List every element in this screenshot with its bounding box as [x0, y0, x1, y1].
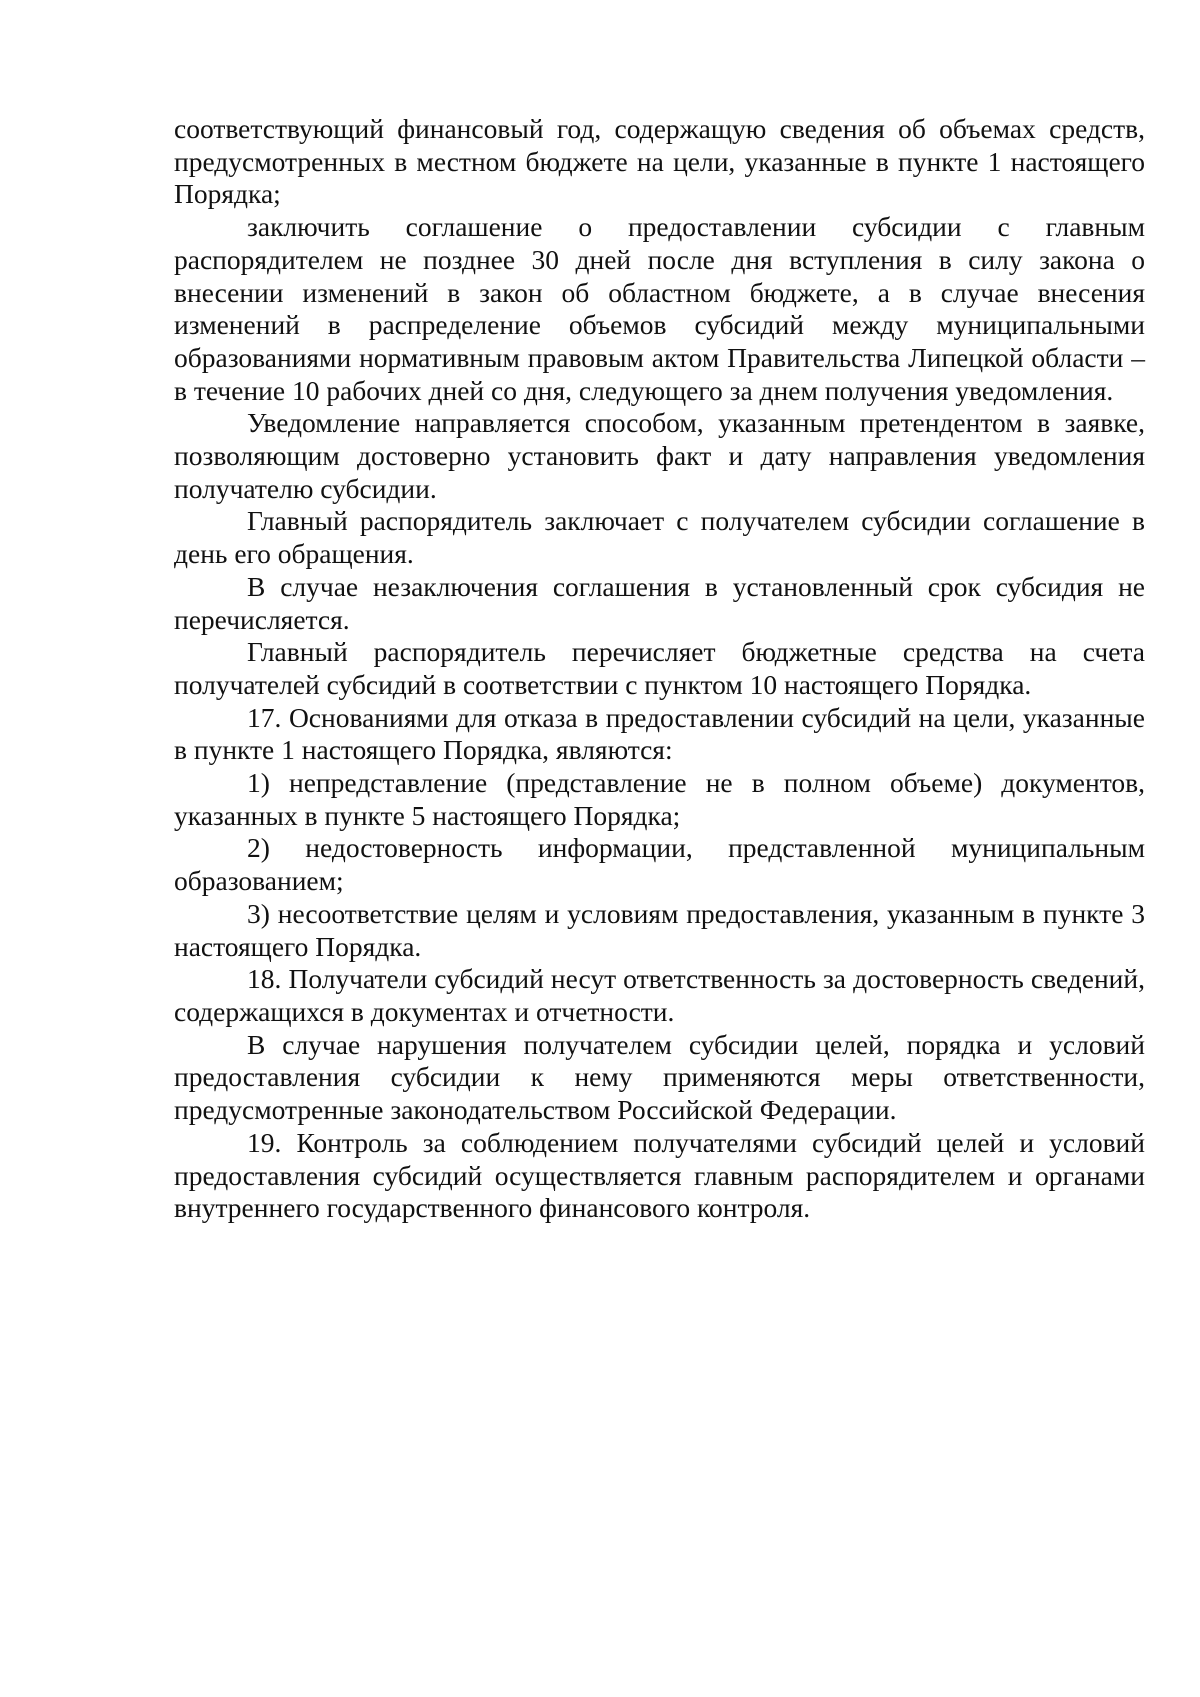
paragraph-transfer-funds: Главный распорядитель перечисляет бюджетные средства на счета получателей субсидий в соответствии с пунктом 10 настоящего Порядка.	[174, 636, 1145, 700]
paragraph-violation-measures: В случае нарушения получателем субсидии целей, порядка и условий предоставления субсидии к нему применяются меры ответственности, предусмотренные законодательством Российской Федерации.	[174, 1028, 1145, 1126]
paragraph-notification-method: Уведомление направляется способом, указанным претендентом в заявке, позволяющим достоверно установить факт и дату направления уведомления получателю субсидии.	[174, 407, 1145, 504]
document-body	[174, 113, 1145, 1225]
list-item-2: 2) недостоверность информации, представленной муниципальным образованием;	[174, 832, 1145, 897]
paragraph-agreement-day: Главный распорядитель заключает с получателем субсидии соглашение в день его обращения.	[174, 505, 1145, 570]
paragraph-agreement-deadline: заключить соглашение о предоставлении субсидии с главным распорядителем не позднее 30 дней после дня вступления в силу закона о внесении изменений в закон об областном бюджете, а в случае внесения изменений в распределение объемов субсидий между муниципальными образованиями нормативным правовым актом Правительства Липецкой области – в течение 10 рабочих дней со дня, следующего за днем получения уведомления.	[174, 211, 1145, 406]
paragraph-17-refusal-grounds: 17. Основаниями для отказа в предоставлении субсидий на цели, указанные в пункте 1 настоящего Порядка, являются:	[174, 701, 1145, 766]
list-item-3: 3) несоответствие целям и условиям предоставления, указанным в пункте 3 настоящего Порядка.	[174, 897, 1145, 962]
paragraph-no-agreement: В случае незаключения соглашения в установленный срок субсидия не перечисляется.	[174, 570, 1145, 635]
paragraph-continuation: соответствующий финансовый год, содержащую сведения об объемах средств, предусмотренных в местном бюджете на цели, указанные в пункте 1 настоящего Порядка;	[174, 113, 1145, 210]
list-item-1: 1) непредставление (представление не в полном объеме) документов, указанных в пункте 5 настоящего Порядка;	[174, 767, 1145, 831]
paragraph-18-responsibility: 18. Получатели субсидий несут ответственность за достоверность сведений, содержащихся в документах и отчетности.	[174, 963, 1145, 1027]
paragraph-19-control: 19. Контроль за соблюдением получателями субсидий целей и условий предоставления субсидий осуществляется главным распорядителем и органами внутреннего государственного финансового контроля.	[174, 1126, 1145, 1224]
